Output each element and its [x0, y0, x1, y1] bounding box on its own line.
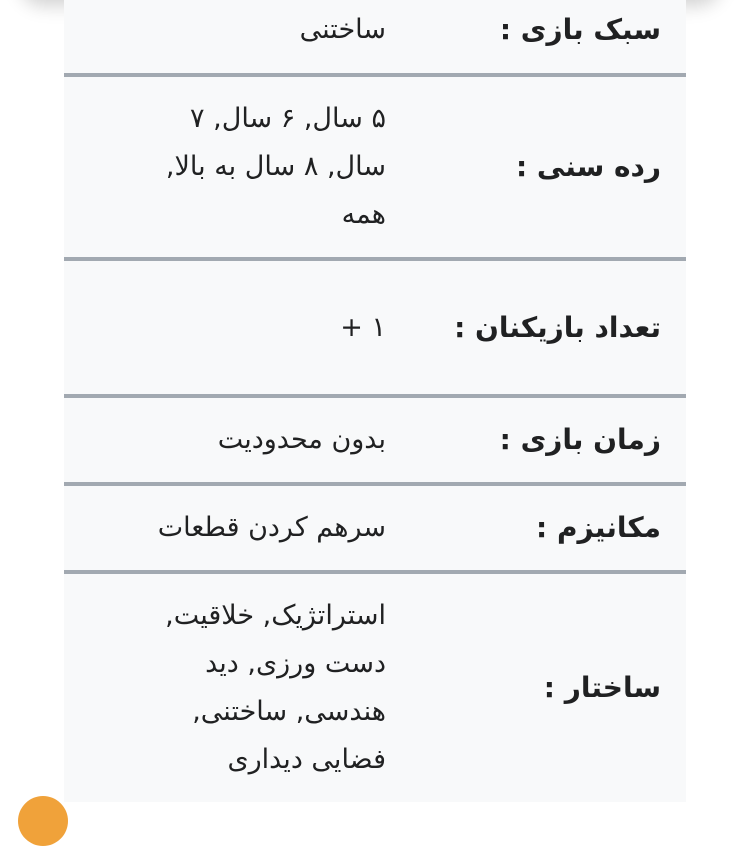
- row-label: ساختار :: [543, 671, 661, 704]
- row-value: استراتژیک, خلاقیت, دست ورزی, دید هندسی, ساختنی, فضایی دیداری: [165, 600, 386, 775]
- floating-action-button[interactable]: [18, 796, 68, 846]
- row-time: [64, 398, 686, 486]
- row-structure: [64, 574, 686, 802]
- row-label: رده سنی :: [515, 150, 661, 183]
- row-players: [64, 261, 686, 398]
- row-value: ۵ سال, ۶ سال, ۷ سال, ۸ سال به بالا, همه: [165, 103, 386, 230]
- row-value: سرهم کردن قطعات: [157, 512, 386, 543]
- row-label: مکانیزم :: [536, 511, 661, 544]
- row-mechanism: [64, 486, 686, 574]
- row-value: ۱ +: [340, 311, 386, 343]
- row-style: [64, 0, 686, 77]
- row-label: سبک بازی :: [499, 13, 661, 46]
- row-label: زمان بازی :: [499, 423, 661, 456]
- row-value: ساختنی: [299, 14, 386, 45]
- row-value: بدون محدودیت: [217, 424, 386, 455]
- game-info-table: [64, 0, 686, 802]
- row-age: [64, 77, 686, 261]
- row-label: تعداد بازیکنان :: [454, 310, 661, 344]
